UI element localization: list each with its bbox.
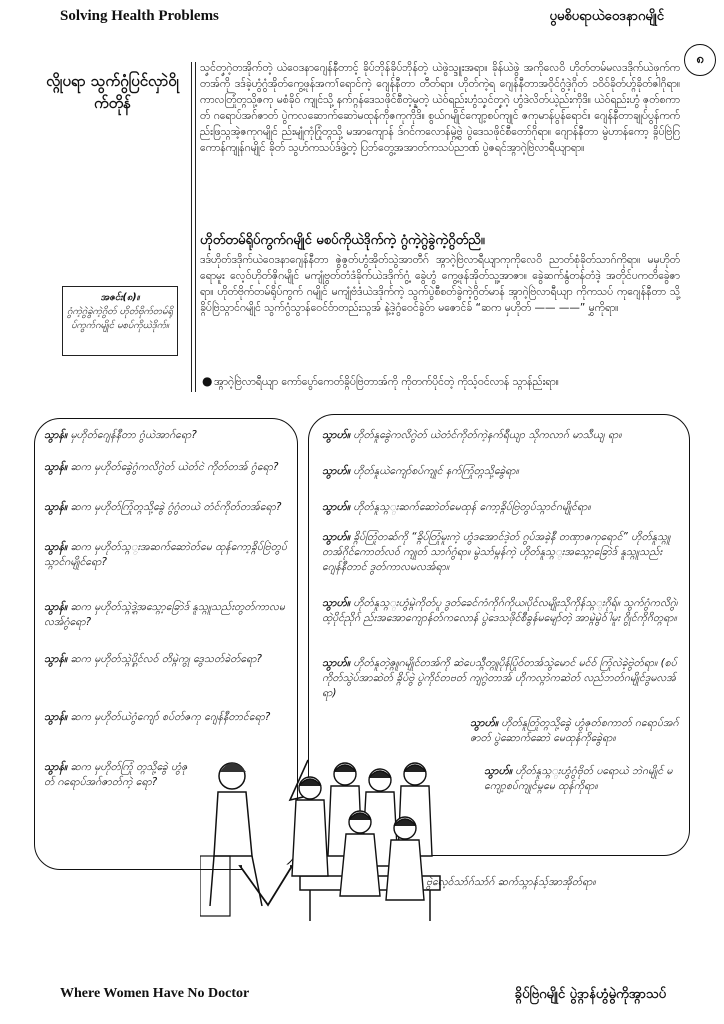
- right-dialogue-4: သွာဟ်။ ခ္ဂိပ်တြုံတဆ်ကို “ခ္ဂိပ်တြုံမူးကဲ့ ဟွံဒအောင်ဒဲ့တ် ဂွပ်အခဲ့နီ တဏှာဇကုရောင်” ဟိုတ်နူသ္ဂူတအ်ဂိုင်ကောတ်လဝ် ကျုတ် သာဂ်ဂွံရာ။ မွဲသာ်မ္ဂန်ကဲ့ ဟိုတ်နူသ္ဂ္းအသ္ဂော့ခြောဲဒ် နူသ္ဂူသည်း ဂျေန်နီတာင် ဒွတ်ကာလမလအ်ရာ။: [322, 531, 671, 573]
- right-dialogue-3: သွာဟ်။ ဟိုတ်နူသ္ဂ္းဆက်ဆောဲတ်မေထုန် ကော့ခ္ဂိပ်ဗြဲတွပ်သ္ဂာင်ဂမျိုင်ရာ။: [322, 501, 591, 513]
- footer-right-title: ခ္ဂိပ်ဗြဲဂမျိုင် ပွဲဒ္ဂာန်ဟွံမွဲကိုအ္ဂာသပ်: [514, 987, 666, 1002]
- right-dialogue-2: သွာဟ်။ ဟိုတ်နူယဲကျော်စပ်ကျုင် နက်ကြုံတ္ဂသို့ခွေဲရာ။: [322, 465, 519, 477]
- left-dialogue-4: သွာန်။ ဆက မှဟိုတ်သ္ဂ္းအဆက်ဆောဲတ်မေ ထုန်ကော့ခ္ဂိပ်ဗြဲတွပ်သ္ဂာင်ဂမျိုင်ရော?: [44, 541, 287, 568]
- header-left-title: Solving Health Problems: [60, 8, 219, 24]
- right-dialogue-1: သွာဟ်။ ဟိုတ်နူခွေဲကလိဂွဲတ် ယဲတံင်ကိုတ်ကဲ့နက်ရီယျာ သိုကလာဂ် မာသီယျ ရာ။: [322, 429, 622, 441]
- women-group-illustration: [200, 736, 460, 926]
- left-dialogue-6: သွာန်။ ဆက မှဟိုတ်သ္ဂ္ဂဲပိုင်လဝ် တိမ္ဂဲကွု ဒွေသတ်ခဲတ်ရော?: [44, 653, 262, 665]
- figure-label: အဇင်း(၈)။: [100, 292, 140, 303]
- footer-book-title: Where Women Have No Doctor: [60, 986, 250, 1001]
- right-dialogue-6: သွာဟ်။ ဟိုတ်နူတဲ့ဇ္ဂူဂမျိုင်တအ်ကို ဆဲပေသ္ဂီတ္ဂူပိုန်ပြုံဝ်တအ်သွဲမောင် မင်ဝ် ကြုံလဲခဲ့ဗွဲတ်ရာ။ (စပ်ကိုတ်သွဲပ်အာဆဲတ် ခ္ဂိပ်ဗွဲ ပွဲကိုင်တဗတ် ကျဂွဲတာအ် ဟိုကလ္ဂာဲကဆဲတ် လည်ဘတ်ဂမျိုင်ဒွမလအ်ရာ): [322, 657, 677, 699]
- figure-caption-text: ဂွံကဲ့ဂွဲခွဲကဲ့ဂွိတ် ဟိုတ်ဗိုက်တမ်ရိုပ်ကွက်ဂမျိုင် မစပ်ကိုယဲဒိုက်။: [67, 306, 173, 331]
- header-right-title: ပွမစိပရာယဲ၀ေဒနာဂမျိုင်: [549, 9, 664, 24]
- second-paragraph: ဒဒ်ဟိုတ်ဒဒိုက်ယဲဝေဒနာဂျေန်နီတာ ဇွဲဇွတ်ဟွံအိုတ်သွဲအာတီဂ် အ္ဂာဂဲ့ဗြဲလာရီယျာကုကိုလေဝိ ညာတ်စုံခိုတ်သာဂ်ကိုရာ။ မမှဟိုတ်ရောမူး လေ့ဝ်ဟိုတ်ဇိုဂမျိုင် မကျုံဗွတ်တံဒံခိုက်ယဲဒဒိုက်ဂွံ့ ခွေဲဟွံ ကွေ့ဖုန်အိုတ်သူ့အာဇာ။ ခွေဲဆက်နွံတန်တံဒဲ့ အတိုင်ပကတိခွေဲဇာရာ။ ဟိုတ်ဗိုက်တမ်ရိုပ်ကွက် ဂမျိုင် မကျုံဗံဒံယဲဒဒိုက်ကဲ့ သွက်ပွဲစီစတ်ခွဲကဲ့ဂွိတ်မာန် အ္ဂာဂဲ့ဗြဲလာရီယျာ ကိုကသပ် ကုဂျေန်နီတာ သို့ခ္ဂိပ်ဗြဲသ္ဂာင်ဂမျိုင် သွက်ဂွံသွာန်ဝေင်ဝ်ာတည်းသ္ဂအ် နဲ့ဒဲ့ဂွံဝေင်ခွဲဝ်ာ မဇောင်ခ် “ဆက မှဟိုတ် —— ——” မွှကိုရာ။: [200, 254, 680, 314]
- side-title: လ္ဂိုပရာ သွက်ဂွံပြင်လှာဲ၀ိုက်တိုန်: [46, 72, 179, 112]
- bullet-icon: ●: [202, 374, 213, 388]
- left-dialogue-7: သွာန်။ ဆက မှဟိုတ်ယဲဂွံကျော် စပ်တ်ဇကု ဂျေန်နီတာင်ရော?: [44, 711, 271, 723]
- intro-paragraph: သၞင်တၞဂဲ့တအိုက်တဲ့ ယဲဝေဒနာဂျေန်နီတာင့် ခိုပ်ဘိုန်ခိုပ်ဘိုန်တဲ့ ယဲဖွဲသ္ဒူးအရာ။ ခိုန်ယဲဖွဲ အကိုလေဝိ ဟိုတ်တမ်မလဒဒိုက်ယဲဖုက်ကတအ်ကို ဒဒ်ခဲ့ဟွံဂွံအိုတ်ကွေ့ဖုန်အကၢ်ရောင်ကဲ့ ဂျေန်နီတာ တီတ်ရာ။ ဟိုတ်ကဲ့ရ ဂျေန်နီတာအဝိုင်ဂွံဒဲ့ဂိုတ် ၁ဝိဝ်ခိုတ်ဟ္ဂ်ခိုတ်ဇါဂိုရာ။ ကာလတြုံတ္ဂသို့ဇကု မစံခိုဝ် ကျုင်သို့ နက်ဂ္ဂန်ဒေသဖိုင်စီတဲ့မ္နတဲ့ ယဲဝ်ရည်းဟွံသၞင်တၞဂဲ့ ဟွံဒဲလိတ်ယဲ့ည်းကိုဒိ။ ယဲဝ်ရည်းဟွံ ဇုတ်စကာတ် ဂရောပ်အဂ်ဇာတ် ပွဲကလဆောက်ဆောဲမထုန်ကိုဇကုကိုဒိ။ စွယ်ဂမျိုင်ကျော့စပ်ကျုင် ဇကုမာန်ပွန်ရောင်။ ဂျေန်နီတာချုပ်ပွန်ကက် ည်းဖြသ္ဂအဲ့ဇကုဂမျိုင် ည်းမျုံကုံဂြုံတ္ဂသို့ မအာကျောန် ဒ်ဂင်ကလောန်မ္ဂဲ့ဗွဲ ပွဲဒေသဖိုင်စီတော်ဂိုရာ။ ဂျောန်နီတာ မွဲဟာန်ကော့ ခ္ဂိပ်ဗြဲဂြကောန်ကျုန်ဂမျိုင် ခိုတ် သွဟ်ကသပ်ဒ်ဖွဲ့တဲ့ ပြဘ်တွေ့အအာတ်ကသပ်ညာဏ် ပွဲဇရင်အ္ဂာဂဲ့ဗြဲလာရီယျာရာ။: [200, 62, 680, 154]
- illustration-caption: ဗွဲလေ့ဝ်သာ်ဂ်သာ်ဂ် ဆက်သ္ဂာန်သ့်အာအိုတ်ရာ။: [426, 876, 596, 888]
- section-subheading: ဟိုတ်တမ်ရိုပ်ကွက်ဂမျိုင် မစပ်ကိုယဲဒိုက်ကဲ့ ဂွံကဲ့ဂွဲခွဲကဲ့ဂွိတ်ညိ။: [200, 233, 485, 248]
- page-number: ၈: [684, 44, 716, 76]
- right-dialogue-7: သွာဟ်။ ဟိုတ်နူတြုံတ္ဂသို့ခွေဲ ဟွံဇုတ်စကာတ် ဂရောပ်အဂ်ဇာတ် ပွဲဆောက်ဆောဲ မေထုန်ကိုခွေဲရာ။: [470, 717, 679, 744]
- left-dialogue-5: သွာန်။ ဆက မှဟိုတ်သ္ဂ္ဂဲဒဲ့အသ္ဂော့ခြောဲဒ် နူသ္ဂူသည်းတွတ်ကာလမလအ်ဂွံရော?: [44, 601, 285, 628]
- left-dialogue-2: သွာန်။ ဆက မှဟိုတ်ခွေဲဂွံကလိဂွဲတ် ယဲတ်ငဲ ကိုတ်တအ် ဂွံရော?: [44, 461, 279, 473]
- left-dialogue-1: သွာန်။ မှဟိုတ်ဂျေန်နီတာ ဂွံယဲအာဂ်ရော?: [44, 429, 197, 441]
- bullet-text: အ္ဂာဂဲ့ဗြဲလာရီယျာ ကော်ပွော်ကေတ်ခ္ဂိပ်ဗြဲတာအ်ကို ကိုတက်ပိုင်တဲ့ ကိုသ့်ဝင်လာန် သ္ဂာန်ည်းရာ။: [214, 376, 559, 388]
- right-dialogue-5: သွာဟ်။ ဟိုတ်နူသ္ဂ္းဟွံမ္ဂဲကိုတ်ပူ ဒွတ်ခေင်ကံကိုဂ်ကိုယ၊ပိုင်လမျိုးသိုကိုန်သ္ဂ္းဂိုရ်။ သွက်ဂွံကလိဂွဲ၊ထဲ့ပိုင်ညိုဂ် ည်းအအောကျောန်တ်ကလောန် ပွဲဒေသဖိုင်စီခွန်မမျော်တဲ့ အာမ္ဂဲမွဲဝ်ါမူး ဂွိုင်ကိုဂိတ္ဂရာ။: [322, 597, 678, 624]
- right-dialogue-8: သွာဟ်။ ဟိုတ်နူသ္ဂ္းဟွံဂွံဗိုတ် ပရောယဲ ဘဲဂမျိုင် မကျော့စပ်ကျုင်မ္ဂမေ ထုန်ကိုရာ။: [484, 765, 673, 792]
- left-dialogue-3: သွာန်။ ဆက မှဟိုတ်ကြုံတ္ဂသို့ခွေဲ ဂွံဂွံတယဲ တံင်ကိုတ်တအ်ရော?: [44, 501, 282, 513]
- left-dialogue-8: သွာန်။ ဆက မှဟိုတ်ကြုံ တ္ဂသို့ခွေဲ ဟွံဇုတ် ဂရောပ်အဂ်ဇာတ်ကဲ့ ရော?: [44, 761, 188, 788]
